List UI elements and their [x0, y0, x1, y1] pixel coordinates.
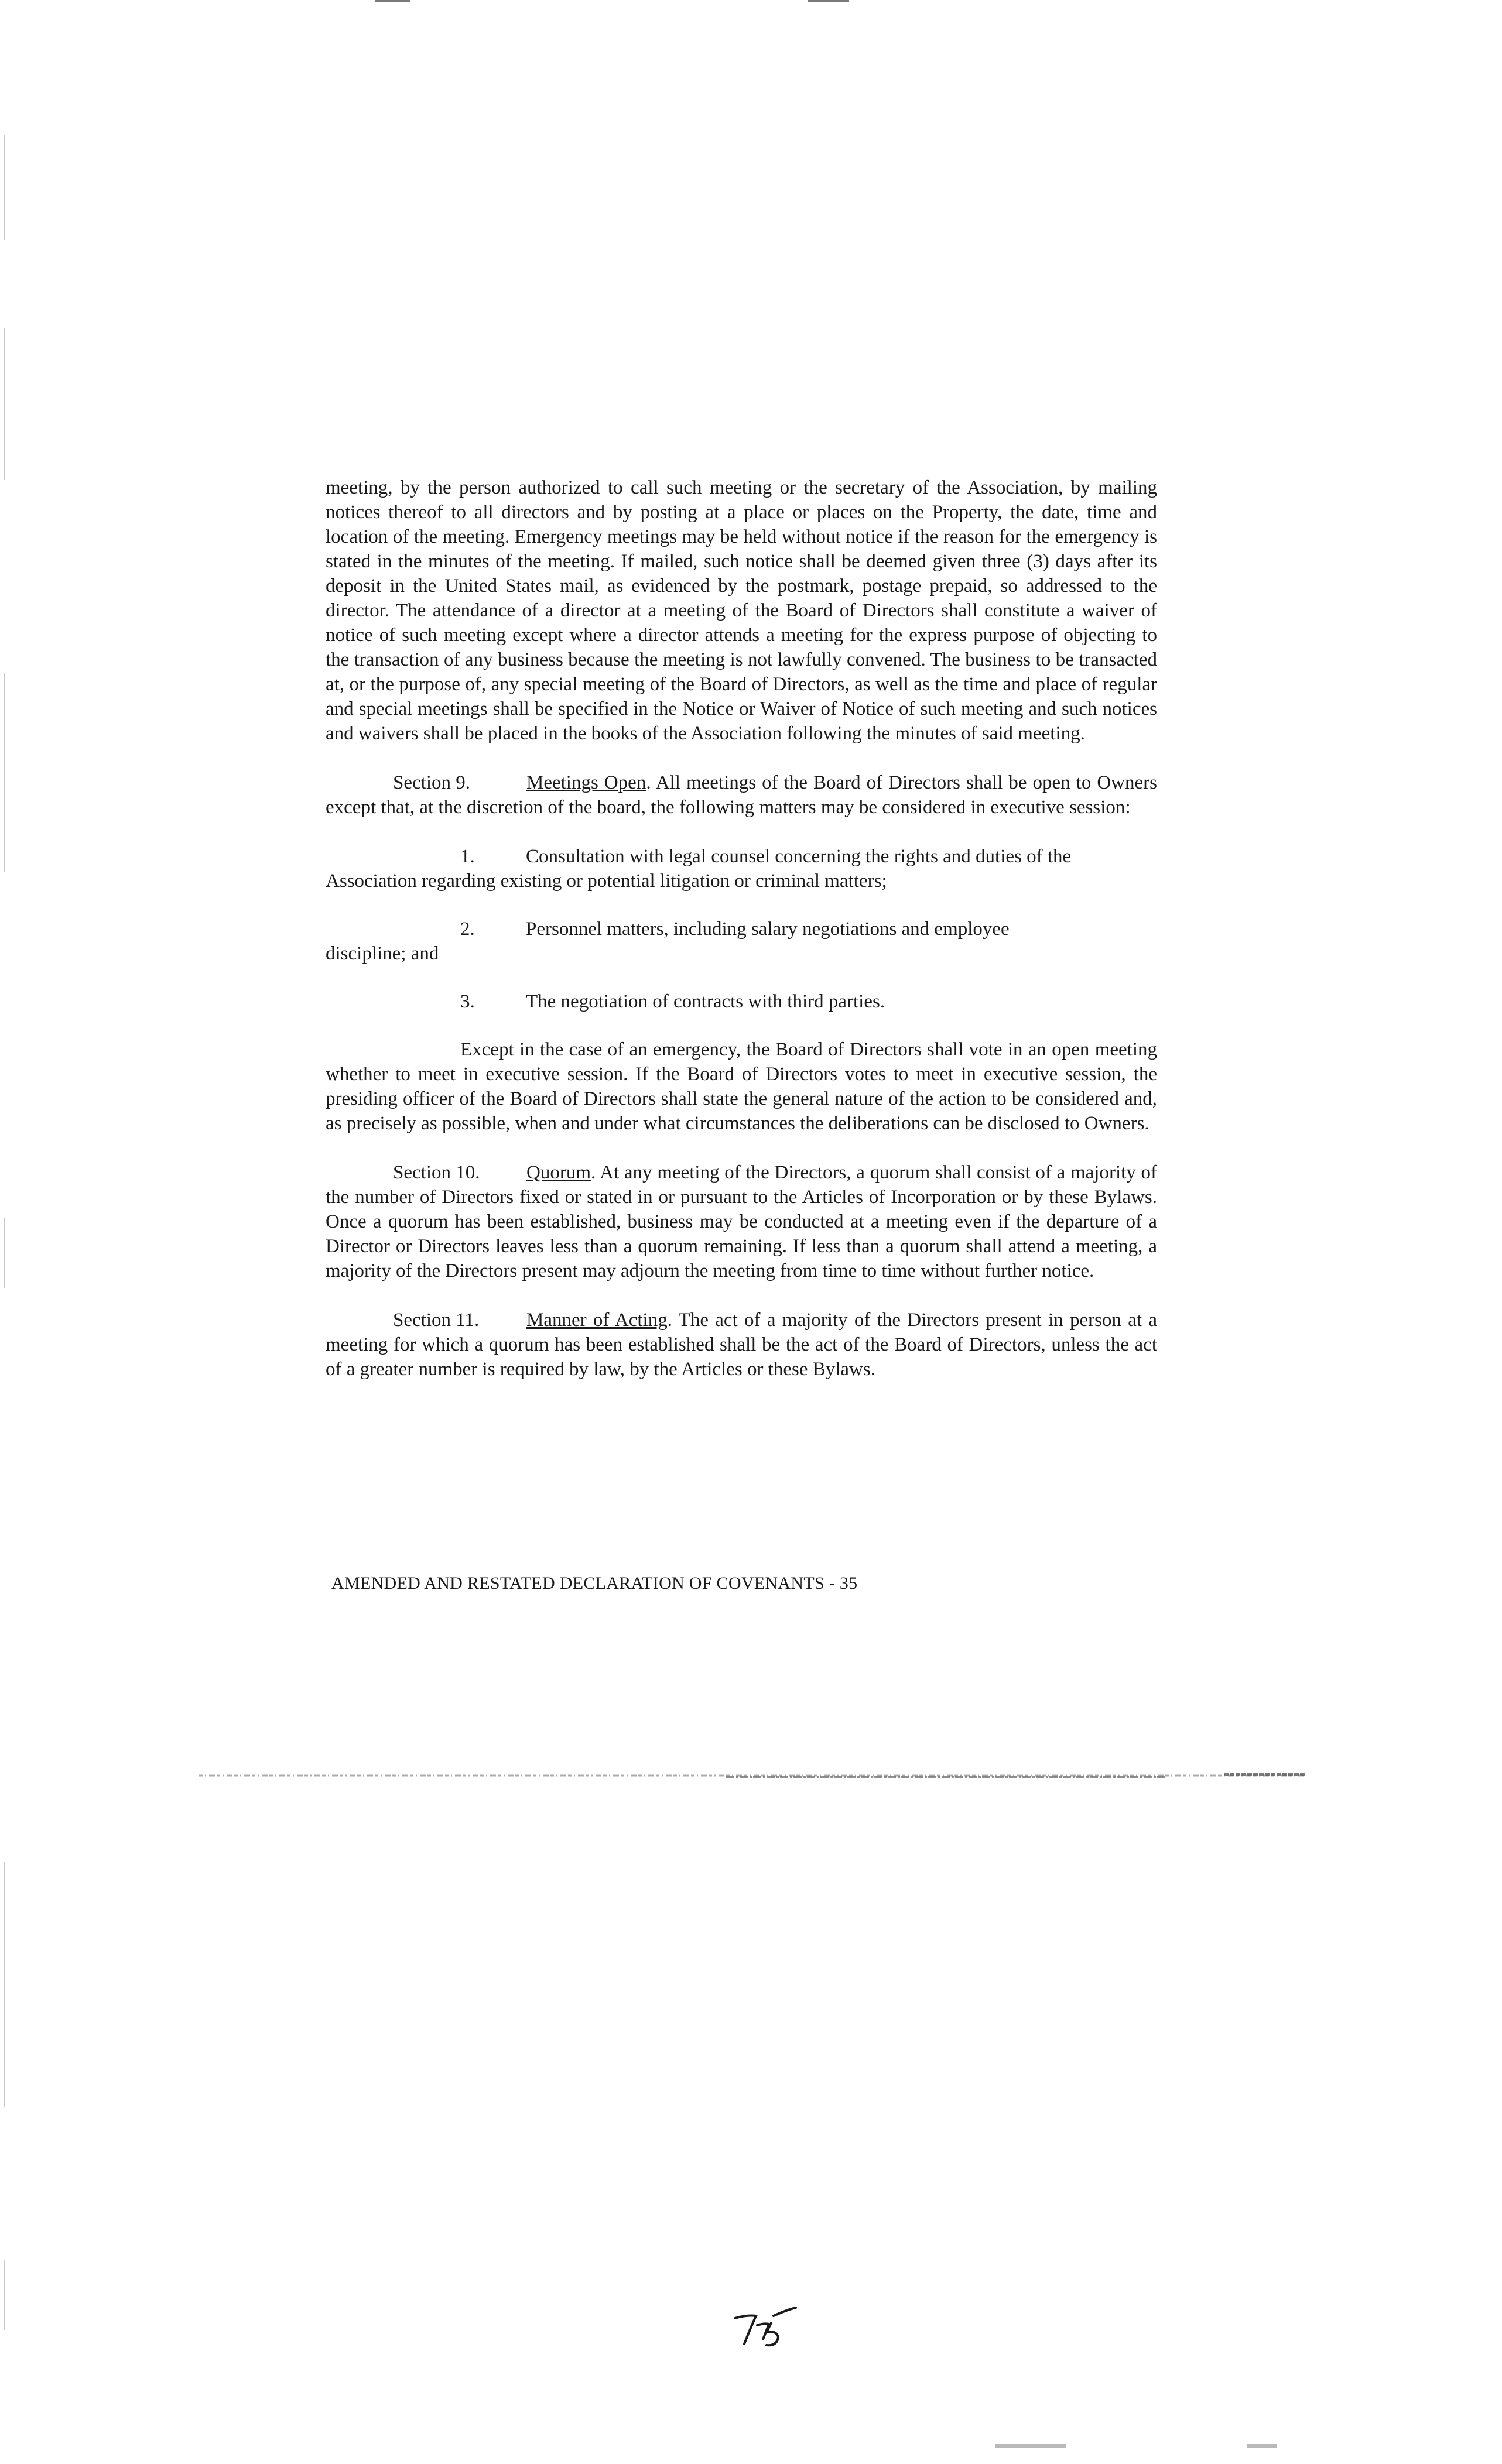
- section-9-title: Meetings Open: [526, 772, 646, 793]
- opening-paragraph: meeting, by the person authorized to call such meeting or the secretary of the Association, by mailing notices thereof to all directors and by posting at a place or places on the Property, the date, time and location of the meeting. Emergency meetings may be held without notice if the reason for the emergency is stated in the minutes of the meeting. If mailed, such notice shall be deemed given three (3) days after its deposit in the United States mail, as evidenced by the postmark, postage prepaid, so addressed to the director. The attendance of a director at a meeting of the Board of Directors shall constitute a waiver of notice of such meeting except where a director attends a meeting for the express purpose of objecting to the transaction of any business because the meeting is not lawfully convened. The business to be transacted at, or the purpose of, any special meeting of the Board of Directors, as well as the time and place of regular and special meetings shall be specified in the Notice or Waiver of Notice of such meeting and such notices and waivers shall be placed in the books of the Association following the minutes of said meeting.: [326, 477, 1157, 744]
- document-body: [326, 475, 1157, 1406]
- scan-edge-line: [4, 1862, 5, 2107]
- list-item-text: Consultation with legal counsel concerning the rights and duties of the: [526, 846, 1072, 867]
- list-item: [326, 844, 1157, 893]
- scan-edge-line: [4, 1218, 5, 1288]
- list-item-continuation: discipline; and: [326, 943, 439, 964]
- section-10-text: . At any meeting of the Directors, a quorum shall consist of a majority of the number of Directors fixed or stated in or pursuant to the Articles of Incorporation or by these Bylaws. Once a quorum has been established, business may be conducted at a meeting even if the departure of a Director or Directors leaves less than a quorum remaining. If less than a quorum shall attend a meeting, a majority of the Directors present may adjourn the meeting from time to time without further notice.: [326, 1162, 1157, 1281]
- list-item-number: 2.: [460, 919, 475, 940]
- scan-edge-line: [4, 673, 5, 872]
- section-10-title: Quorum: [526, 1162, 591, 1183]
- section-11-paragraph: [326, 1308, 1157, 1382]
- list-item: [326, 917, 1157, 966]
- list-item-number: 3.: [460, 991, 475, 1012]
- page-footer: AMENDED AND RESTATED DECLARATION OF COVENANTS - 35: [331, 1574, 858, 1593]
- section-9-text: . All meetings of the Board of Directors shall be open to Owners except that, at the discretion of the board, the following matters may be considered in executive session:: [326, 772, 1157, 818]
- handwritten-page-mark: [729, 2305, 799, 2352]
- scan-edge-line: [4, 2260, 5, 2330]
- scan-bottom-mark: [1247, 2444, 1277, 2448]
- scan-top-mark: [375, 0, 410, 2]
- scan-edge-line: [4, 328, 5, 480]
- section-11-number: Section 11.: [393, 1310, 480, 1331]
- section-11-title: Manner of Acting: [526, 1310, 668, 1331]
- section-11-text: . The act of a majority of the Directors present in person at a meeting for which a quorum has been established shall be the act of the Board of Directors, unless the act of a greater number is required by law, by the Articles or these Bylaws.: [326, 1310, 1158, 1380]
- scan-noise-band: [199, 1771, 1306, 1780]
- scan-top-mark: [808, 0, 849, 2]
- section-10-number: Section 10.: [393, 1162, 480, 1183]
- section-9-closing: Except in the case of an emergency, the Board of Directors shall vote in an open meeting whether to meet in executive session. If the Board of Directors votes to meet in executive session, the presiding officer of the Board of Directors shall state the general nature of the action to be considered and, as precisely as possible, when and under what circumstances the deliberations can be disclosed to Owners.: [326, 1039, 1157, 1134]
- list-item-text: The negotiation of contracts with third parties.: [526, 991, 885, 1012]
- list-item: [326, 989, 1157, 1014]
- scan-bottom-mark: [995, 2444, 1066, 2448]
- list-item-number: 1.: [460, 846, 475, 867]
- section-9-number: Section 9.: [393, 772, 470, 793]
- scan-edge-line: [4, 135, 5, 240]
- section-10-paragraph: [326, 1160, 1157, 1283]
- section-9-paragraph: [326, 770, 1157, 820]
- list-item-continuation: Association regarding existing or potential litigation or criminal matters;: [326, 871, 887, 892]
- list-item-text: Personnel matters, including salary negotiations and employee: [526, 919, 1010, 940]
